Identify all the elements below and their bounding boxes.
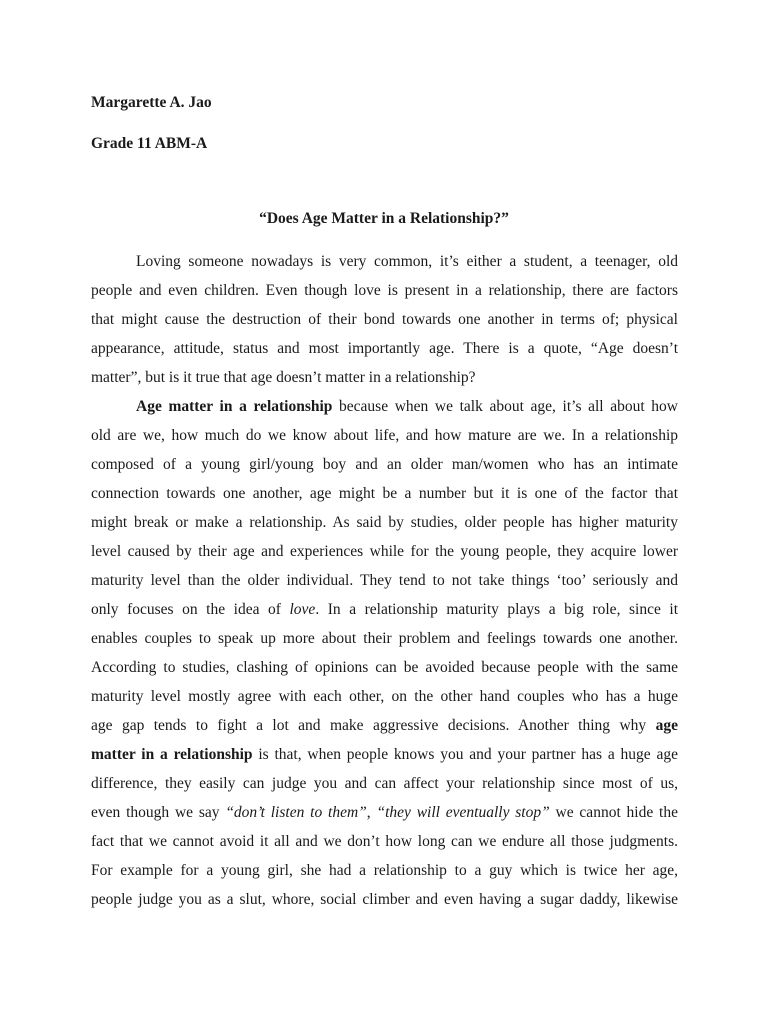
text-run: , (366, 804, 377, 821)
paragraph-2-line (91, 716, 678, 736)
text-run: age gap tends to fight a lot and make aggressive decisions. Another thing why (91, 717, 656, 734)
text-run: because when we talk about age, it’s all about how (332, 398, 678, 415)
text-run: . In a relationship maturity plays a big role, since it (315, 601, 678, 618)
paragraph-2-line (91, 803, 678, 823)
emphasis-bold: age (655, 717, 678, 734)
paragraph-2-line: level caused by their age and experiences while for the young people, they acquire lower (91, 543, 678, 560)
emphasis-bold: matter in a relationship (91, 746, 253, 763)
paragraph-2-line: connection towards one another, age might be a number but it is one of the factor that (91, 485, 678, 502)
paragraph-2-line: maturity level mostly agree with each other, on the other hand couples who has a huge (91, 688, 678, 705)
paragraph-2-line: According to studies, clashing of opinions can be avoided because people with the same (91, 659, 678, 676)
paragraph-2-line: composed of a young girl/young boy and an older man/women who has an intimate (91, 456, 678, 473)
text-run: we cannot hide the (549, 804, 678, 821)
paragraph-2-line: maturity level than the older individual. They tend to not take things ‘too’ seriously and (91, 572, 678, 589)
paragraph-1-line: appearance, attitude, status and most importantly age. There is a quote, “Age doesn’t (91, 340, 678, 357)
grade-section: Grade 11 ABM-A (91, 135, 208, 152)
paragraph-1-line: Loving someone nowadays is very common, it’s either a student, a teenager, old (136, 253, 678, 270)
emphasis-italic: “they will eventually stop” (376, 804, 550, 821)
paragraph-2-line: might break or make a relationship. As said by studies, older people has higher maturity (91, 514, 678, 531)
author-name: Margarette A. Jao (91, 94, 212, 111)
paragraph-2-line: fact that we cannot avoid it all and we don’t how long can we endure all those judgments. (91, 833, 678, 850)
emphasis-bold: Age matter in a relationship (136, 398, 333, 415)
paragraph-1-line: people and even children. Even though love is present in a relationship, there are factors (91, 282, 678, 299)
paragraph-2-line: difference, they easily can judge you and can affect your relationship since most of us, (91, 775, 678, 792)
text-run: only focuses on the idea of (91, 601, 290, 618)
emphasis-italic: “don’t listen to them” (225, 804, 367, 821)
paragraph-2-line (91, 600, 678, 620)
text-run: is that, when people knows you and your partner has a huge age (252, 746, 678, 763)
essay-title: “Does Age Matter in a Relationship?” (259, 210, 509, 227)
paragraph-2-line (91, 745, 678, 765)
paragraph-1-line: that might cause the destruction of their bond towards one another in terms of; physical (91, 311, 678, 328)
text-run: even though we say (91, 804, 226, 821)
paragraph-2-line: enables couples to speak up more about their problem and feelings towards one another. (91, 630, 678, 647)
emphasis-italic: love (289, 601, 316, 618)
paragraph-2-line: people judge you as a slut, whore, social climber and even having a sugar daddy, likewise (91, 891, 678, 908)
paragraph-2-line (136, 397, 678, 417)
paragraph-1-line: matter”, but is it true that age doesn’t matter in a relationship? (91, 369, 476, 386)
paragraph-2-line: For example for a young girl, she had a relationship to a guy which is twice her age, (91, 862, 678, 879)
paragraph-2-line: old are we, how much do we know about life, and how mature are we. In a relationship (91, 427, 678, 444)
